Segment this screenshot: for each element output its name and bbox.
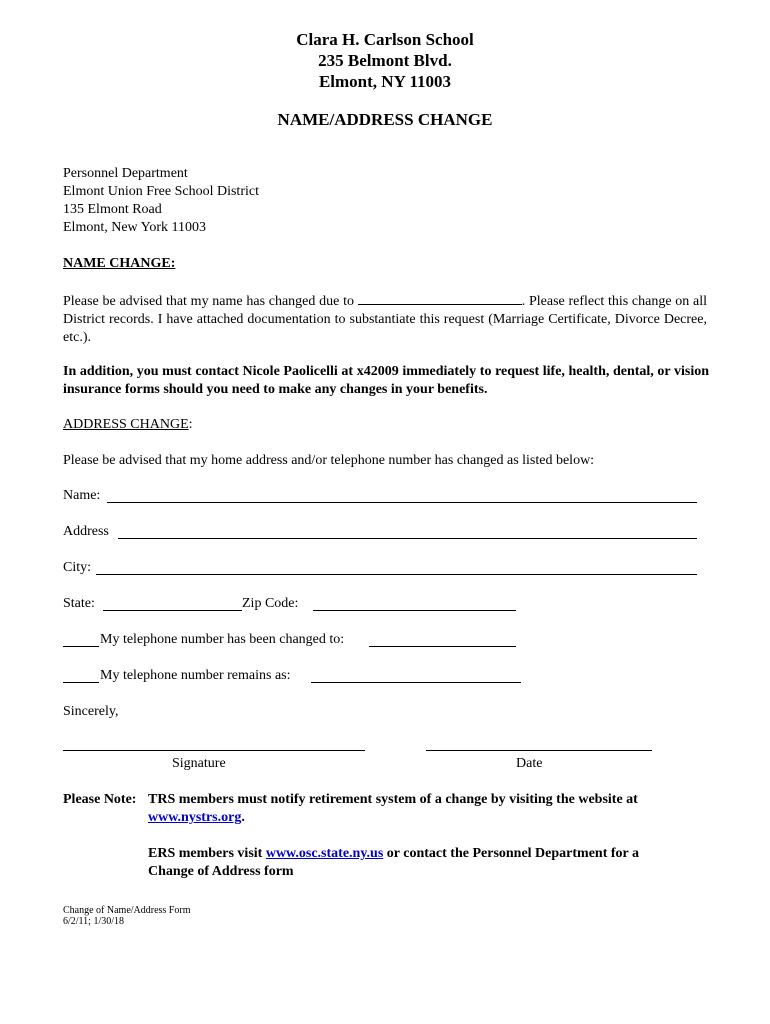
name-change-text-after: . Please reflect this change on all District records. I have attached documentation to substantiate this request (Marriage Certificate, Divorce Decree, etc.).: [63, 294, 708, 345]
address-field[interactable]: [118, 526, 697, 539]
name-label: Name:: [63, 488, 101, 503]
address-label: Address: [63, 524, 109, 539]
name-change-reason-field[interactable]: [358, 292, 522, 305]
signature-label: Signature: [172, 756, 226, 771]
footer-form-name: Change of Name/Address Form: [63, 905, 191, 916]
address-change-heading: [63, 417, 193, 433]
sincerely-text: Sincerely,: [63, 704, 119, 719]
date-field[interactable]: [426, 738, 652, 751]
school-street: 235 Belmont Blvd.: [318, 51, 452, 70]
school-city: Elmont, NY 11003: [318, 72, 452, 91]
name-change-heading: NAME CHANGE:: [63, 256, 176, 271]
school-name: Clara H. Carlson School: [296, 30, 474, 49]
recipient-line-2: Elmont Union Free School District: [63, 184, 259, 199]
address-change-intro: Please be advised that my home address and/or telephone number has changed as listed below:: [63, 453, 595, 468]
phone-changed-field[interactable]: [369, 634, 516, 647]
city-field[interactable]: [96, 562, 697, 575]
recipient-line-3: 135 Elmont Road: [63, 202, 162, 217]
trs-note-line2: [148, 810, 245, 826]
zip-field[interactable]: [313, 598, 516, 611]
recipient-line-1: Personnel Department: [63, 166, 188, 181]
phone-changed-label: My telephone number has been changed to:: [100, 632, 345, 647]
address-change-heading-text: ADDRESS CHANGE: [63, 417, 189, 432]
name-field[interactable]: [107, 490, 697, 503]
nystrs-link[interactable]: www.nystrs.org: [148, 810, 242, 825]
recipient-line-4: Elmont, New York 11003: [63, 220, 206, 235]
trs-note-period: .: [241, 810, 245, 825]
city-label: City:: [63, 560, 92, 575]
trs-note-text: TRS members must notify retirement system of a change by visiting the website at: [148, 792, 638, 807]
ers-note-line1: [148, 846, 639, 862]
note-label: Please Note:: [63, 792, 137, 807]
phone-same-label: My telephone number remains as:: [100, 668, 291, 683]
ers-note-line2: Change of Address form: [148, 864, 294, 879]
state-field[interactable]: [103, 598, 242, 611]
ers-note-prefix: ERS members visit: [148, 846, 263, 861]
name-change-paragraph: [63, 292, 707, 347]
phone-changed-checkbox-line[interactable]: [63, 634, 99, 647]
address-change-heading-colon: :: [188, 417, 193, 432]
signature-field[interactable]: [63, 738, 365, 751]
zip-label: Zip Code:: [242, 596, 299, 611]
ers-note-suffix: or contact the Personnel Department for a: [386, 846, 639, 861]
footer-revision-dates: 6/2/11; 1/30/18: [63, 916, 125, 927]
phone-same-checkbox-line[interactable]: [63, 670, 99, 683]
name-change-text-before: Please be advised that my name has changed due to: [63, 294, 354, 309]
phone-same-field[interactable]: [311, 670, 521, 683]
state-label: State:: [63, 596, 95, 611]
date-label: Date: [516, 756, 543, 771]
form-title: NAME/ADDRESS CHANGE: [277, 110, 493, 129]
osc-link[interactable]: www.osc.state.ny.us: [265, 846, 384, 861]
benefits-notice: In addition, you must contact Nicole Paolicelli at x42009 immediately to request life, health, dental, or vision insurance forms should you need to make any changes in your benefits.: [63, 364, 709, 397]
